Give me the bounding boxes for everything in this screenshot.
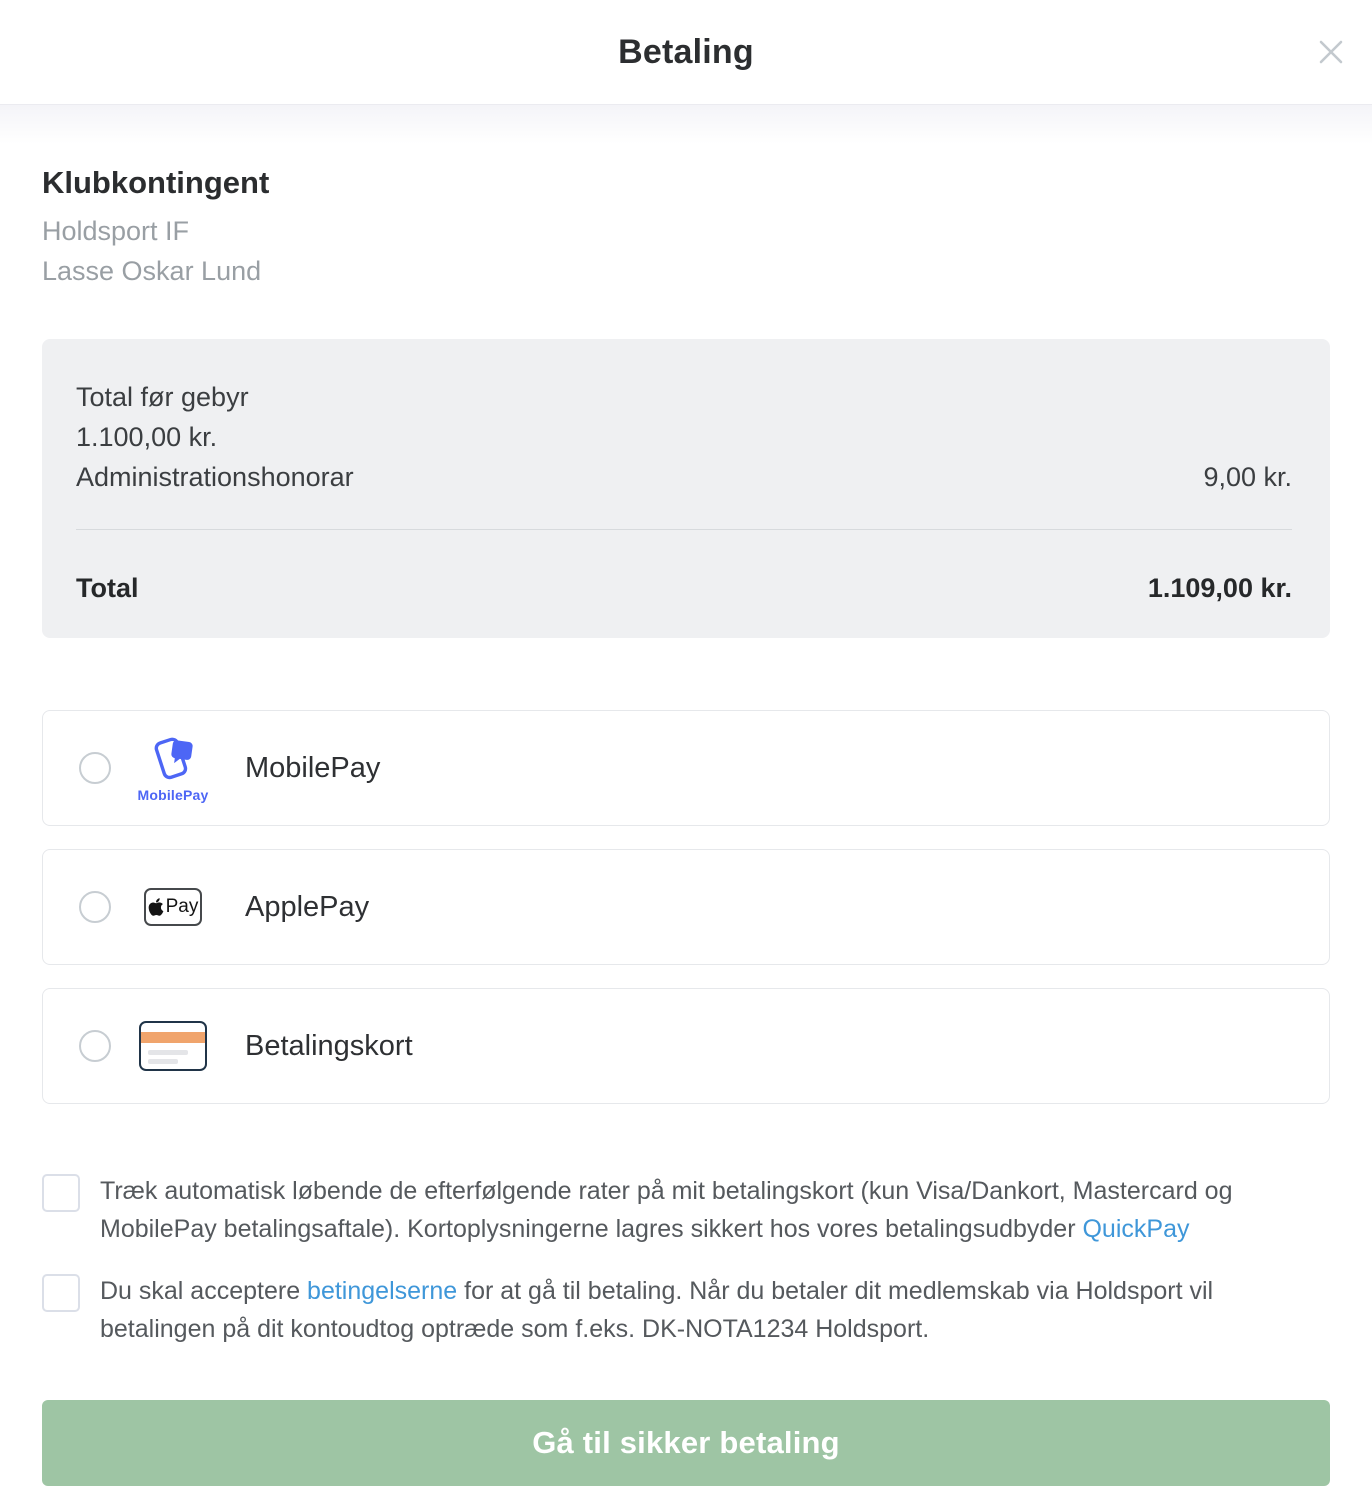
card-radio[interactable] [79, 1030, 111, 1062]
total-value: 1.109,00 kr. [1147, 573, 1292, 603]
go-to-payment-button[interactable]: Gå til sikker betaling [42, 1400, 1330, 1486]
payment-card-icon [133, 1021, 213, 1071]
autopay-text-before: Træk automatisk løbende de efterfølgende rater på mit betalingskort (kun Visa/Dankort, Mastercard og MobilePay betalingsaftale). Kortoplysningerne lagres sikkert hos vores betalingsudbyder [100, 1177, 1233, 1243]
terms-text-before: Du skal acceptere [100, 1277, 308, 1305]
payment-option-card[interactable] [42, 988, 1330, 1104]
order-info [42, 165, 1330, 291]
payment-option-applepay[interactable] [42, 849, 1330, 965]
close-icon [1317, 38, 1345, 69]
payment-summary [42, 339, 1330, 638]
header-shadow [0, 105, 1372, 151]
autopay-checkbox[interactable] [42, 1174, 80, 1212]
payment-option-mobilepay[interactable] [42, 710, 1330, 826]
fee-value: 9,00 kr. [1203, 462, 1292, 492]
fee-label: Administrationshonorar [76, 462, 354, 492]
terms-consent-row [42, 1272, 1330, 1348]
terms-text-after: for at gå til betaling. Når du betaler dit medlemskab via Holdsport vil betalingen på dit kontoudtog optræde som f.eks. DK-NOTA1234 Holdsport. [100, 1277, 1214, 1343]
order-member-name: Lasse Oskar Lund [42, 256, 262, 286]
applepay-label: ApplePay [245, 890, 370, 923]
subtotal-label: Total før gebyr [76, 382, 249, 412]
order-product-title: Klubkontingent [42, 165, 270, 200]
subtotal-value: 1.100,00 kr. [76, 422, 218, 452]
applepay-badge-icon [133, 888, 213, 926]
autopay-consent-text [100, 1172, 1330, 1248]
mobilepay-wordmark: MobilePay [137, 787, 209, 803]
mobilepay-radio[interactable] [79, 752, 111, 784]
terms-checkbox[interactable] [42, 1274, 80, 1312]
mobilepay-logo-icon [133, 733, 213, 803]
applepay-badge-text: Pay [165, 896, 199, 917]
quickpay-link[interactable]: QuickPay [1082, 1215, 1190, 1243]
autopay-consent-row [42, 1172, 1330, 1248]
consent-section [42, 1172, 1330, 1348]
summary-divider [76, 529, 1292, 530]
total-label: Total [76, 573, 139, 603]
terms-link[interactable]: betingelserne [307, 1277, 458, 1305]
applepay-radio[interactable] [79, 891, 111, 923]
fee-row [76, 457, 1292, 497]
payment-method-list [42, 710, 1330, 1104]
modal-title: Betaling [618, 32, 754, 71]
terms-consent-text [100, 1272, 1330, 1348]
modal-header [0, 0, 1372, 105]
close-button[interactable] [1316, 38, 1346, 68]
order-club-name: Holdsport IF [42, 216, 190, 246]
total-row [76, 568, 1292, 608]
card-label: Betalingskort [245, 1029, 413, 1062]
modal-content [0, 165, 1372, 1486]
apple-logo-icon [148, 897, 164, 917]
mobilepay-label: MobilePay [245, 751, 381, 784]
